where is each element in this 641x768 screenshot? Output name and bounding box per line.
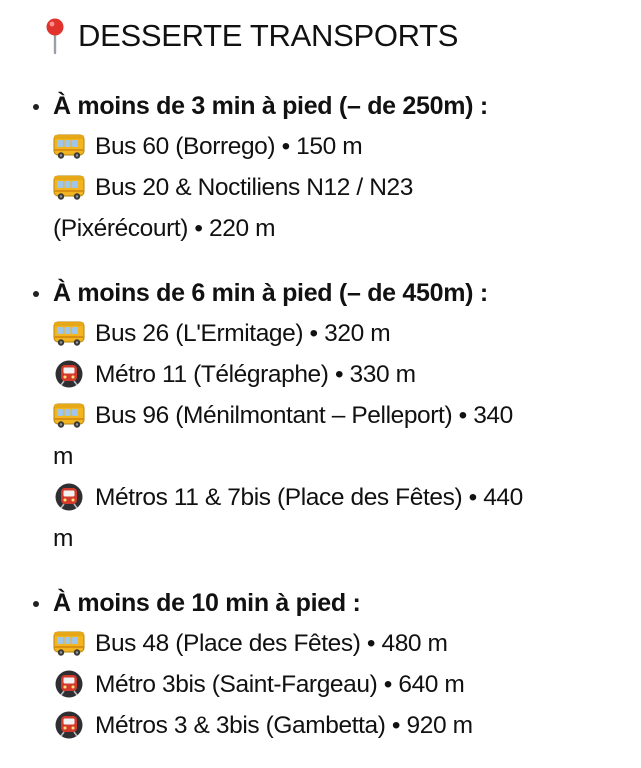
section-3-min xyxy=(0,86,641,249)
list-item: Métros 3 & 3bis (Gambetta) • 920 m xyxy=(0,705,641,746)
section-6-min xyxy=(0,273,641,559)
section-heading xyxy=(0,273,641,313)
list-item: Bus 26 (L'Ermitage) • 320 m xyxy=(0,313,641,354)
section-heading-text: À moins de 3 min à pied (– de 250m) : xyxy=(53,92,488,120)
list-item-continuation: m xyxy=(53,443,74,470)
list-item-continuation: (Pixérécourt) • 220 m xyxy=(53,215,276,242)
bullet xyxy=(33,104,39,110)
list-item: Bus 20 & Noctiliens N12 / N23 xyxy=(0,167,641,208)
bus-icon xyxy=(53,401,85,429)
section-heading-text: À moins de 10 min à pied : xyxy=(53,589,361,617)
section-10-min xyxy=(0,583,641,746)
bullet xyxy=(33,601,39,607)
bus-icon xyxy=(53,319,85,347)
list-item: Métro 3bis (Saint-Fargeau) • 640 m xyxy=(0,664,641,705)
list-item: Bus 60 (Borrego) • 150 m xyxy=(0,126,641,167)
pin-icon xyxy=(44,17,66,55)
section-heading xyxy=(0,86,641,126)
list-item: Métros 11 & 7bis (Place des Fêtes) • 440 xyxy=(0,477,641,518)
metro-icon xyxy=(53,670,85,698)
list-item-continuation: m xyxy=(53,525,74,552)
bullet xyxy=(33,291,39,297)
list-item: Bus 96 (Ménilmontant – Pelleport) • 340 xyxy=(0,395,641,436)
bus-icon xyxy=(53,173,85,201)
metro-icon xyxy=(53,360,85,388)
section-heading-text: À moins de 6 min à pied (– de 450m) : xyxy=(53,279,488,307)
section-heading xyxy=(0,583,641,623)
list-item: Bus 48 (Place des Fêtes) • 480 m xyxy=(0,623,641,664)
bus-icon xyxy=(53,132,85,160)
document-title xyxy=(44,14,458,58)
title-text: DESSERTE TRANSPORTS xyxy=(78,18,459,53)
metro-icon xyxy=(53,483,85,511)
bus-icon xyxy=(53,629,85,657)
list-item: Métro 11 (Télégraphe) • 330 m xyxy=(0,354,641,395)
metro-icon xyxy=(53,711,85,739)
